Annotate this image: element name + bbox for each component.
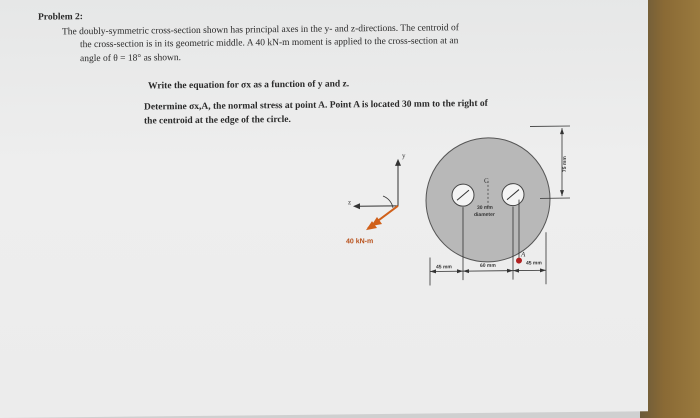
moment-vector — [346, 196, 398, 246]
moment-label: 40 kN-m — [346, 238, 374, 246]
problem-title: Problem 2: — [38, 12, 83, 23]
task-write-equation: Write the equation for σx as a function of y and z. — [148, 79, 350, 92]
desk-background — [640, 0, 700, 418]
hole-diameter-label: diameter — [474, 211, 495, 219]
dim-right-label: 45 mm — [526, 260, 542, 267]
dim-height-label: 75 mm — [562, 156, 568, 173]
axis-z-label: z — [348, 198, 352, 207]
statement-line-1: The doubly-symmetric cross-section shown has principal axes in the y- and z-directions. The centroid of — [62, 23, 459, 38]
point-a-label: A — [521, 250, 526, 259]
axis-y-label: y — [402, 151, 406, 160]
statement-line-2: the cross-section is in its geometric middle. A 40 kN-m moment is applied to the cross-section at an — [80, 36, 459, 51]
centroid-label: C — [484, 176, 489, 185]
statement-line-3: angle of θ = 18° as shown. — [80, 53, 182, 65]
task-determine-line-2: the centroid at the edge of the circle. — [144, 114, 291, 127]
task-determine-line-1: Determine σx,A, the normal stress at point A. Point A is located 30 mm to the right of — [144, 98, 488, 113]
dim-left-label: 45 mm — [436, 264, 452, 271]
circular-section — [426, 137, 550, 262]
dim-middle-label: 60 mm — [480, 262, 496, 269]
coordinate-axes — [348, 152, 406, 210]
hole-size-label: 30 mm — [477, 204, 493, 212]
